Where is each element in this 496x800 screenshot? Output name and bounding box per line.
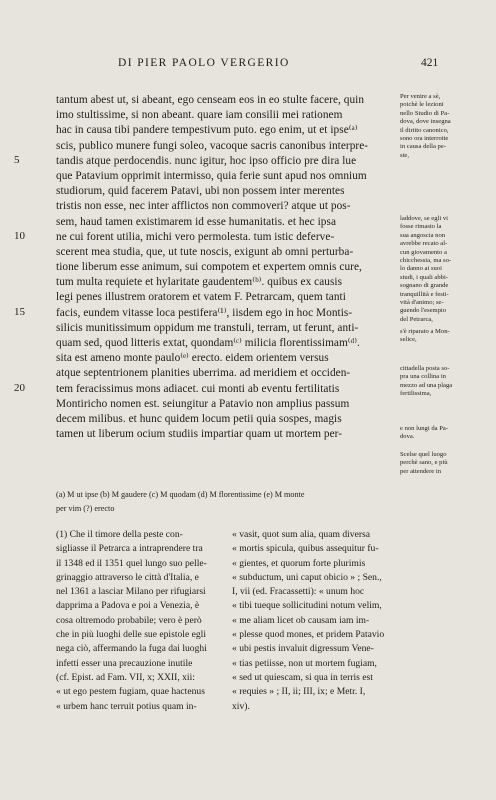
margin-note-line: chicchessia, ma so- [400, 257, 452, 265]
margin-note [400, 365, 486, 399]
margin-note-line: sono ora interrotte [400, 135, 449, 143]
margin-note-line: il diritto canonico, [400, 126, 449, 134]
margin-note-line: e non lungi da Pa- [400, 425, 448, 432]
footnote-line: « urbem hanc terruit potius quam in- [56, 700, 197, 712]
footnote-right-column [232, 528, 400, 714]
margin-note-line: nello Studio di Pa- [400, 109, 450, 117]
footnote-line: « requies » ; II, ii; III, ix; e Metr. I, [232, 686, 366, 698]
margin-note-line: Per venire a sè, [400, 93, 441, 100]
footnote-line: « vasit, quot sum alia, quam diversa [232, 529, 371, 540]
footnote-line: xiv). [232, 700, 250, 712]
margin-note-line: tranquillità e festi- [400, 290, 449, 298]
page-number: 421 [421, 57, 439, 69]
margin-note-line: Scelse quel luogo [400, 451, 447, 458]
margin-note-line: del Petrarca, [400, 315, 433, 323]
text-line: imo stultissime, si non abeant. quare iam consilii mei rationem [56, 109, 343, 122]
footnote-line: infetti esser una precauzione inutile [56, 657, 193, 669]
footnote-line: « gientes, et quorum forte plurimis [232, 557, 366, 569]
footnote-left-column [56, 528, 224, 714]
text-line: tem feracissimus mons adiacet. cui monti ab eventu fertilitatis [56, 382, 340, 395]
footnote-line: dapprima a Padova e poi a Venezia, è [56, 600, 200, 612]
margin-note-line: ste, [400, 151, 409, 159]
margin-note [400, 93, 486, 160]
text-line: tum multa requiete et hylaritate gaudentem⁽ᵇ⁾. quibus ex causis [56, 276, 343, 289]
text-line: studiorum, quid facerem Patavi, ubi non possem inter merentes [56, 185, 345, 198]
footnote-line: « tibi tueque sollicitudini notum velim, [232, 600, 382, 612]
text-line: legi penes illustrem oratorem et vatem F. Petrarcam, quem tanti [56, 291, 346, 304]
footnote-line: il 1348 ed il 1351 quel lungo suo pelle- [56, 557, 207, 569]
footnote-line: « subductum, uni caput obicio » ; Sen., [232, 571, 382, 583]
margin-note-line: sua angoscia non [400, 231, 446, 239]
text-line: ne cui forent utilia, michi vero permolesta. tum istic deferve- [56, 230, 335, 243]
margin-note-line: studi, i quali abbi- [400, 273, 448, 281]
text-line: hac in causa tibi pandere tempestivum puto. ego enim, ut et ipse⁽ᵃ⁾ [56, 124, 358, 137]
text-line: silicis munitissimum oppidum me transtuli, terram, ut ferunt, anti- [56, 321, 359, 334]
footnote-line: I, vii (ed. Fracassetti): « unum hoc [232, 586, 365, 598]
margin-note-line: dova, dove insegna [400, 118, 451, 126]
text-line: tandis atque perdocendis. nunc igitur, hoc ipso officio pre dira lue [56, 154, 357, 167]
margin-note-line: lo danno ai suoi [400, 265, 442, 273]
footnote-line: « ubi pestis invaluit digressum Vene- [232, 643, 374, 655]
footnote-line: « mortis spicula, quibus assequitur fu- [232, 543, 379, 555]
margin-note-line: guendo l'esempio [400, 307, 447, 315]
apparatus-line: per vim (?) erecto [56, 504, 115, 513]
footnote-line: « me aliam licet ob causam iam im- [232, 614, 370, 626]
critical-apparatus [56, 488, 401, 516]
margin-note [400, 215, 486, 324]
margin-note-line: pra una collina in [400, 373, 446, 381]
text-line: tione liberum esse animum, sui compotem et expertem omnis cure, [56, 261, 362, 274]
footnote-line: nel 1361 a lasciar Milano per rifugiarsi [56, 586, 206, 598]
margin-note-line: sognano di grande [400, 282, 449, 290]
text-line: tantum abest ut, si abeant, ego censeam eos in eo stulte facere, quin [56, 94, 365, 106]
margin-note-line: per attendere in [400, 467, 442, 475]
line-number: 20 [14, 381, 25, 394]
text-line: tristis non esse, nec inter afflictos non commoveri? atque ut pos- [56, 200, 351, 213]
footnote-line: nega ciò, affermando la fuga dai luoghi [56, 643, 207, 655]
text-line: quam sed, quod litteris extat, quondam⁽ᶜ⁾ milicia florentissimam⁽ᵈ⁾. [56, 337, 360, 349]
text-line: scis, publico munere fungi soleo, vacoque sacris canonibus interpre- [56, 139, 369, 152]
footnote-line: grinaggio attraverso le città d'Italia, e [56, 571, 199, 583]
footnote-line: (cf. Epist. ad Fam. VII, x; XXII, xii: [56, 671, 195, 683]
footnote-line: (1) Che il timore della peste con- [56, 529, 183, 540]
footnote-line: che in più luoghi delle sue epistole egli [56, 629, 207, 641]
margin-note-line: cun giovamento a [400, 248, 447, 256]
margin-note-line: cittadella posta so- [400, 365, 450, 372]
margin-note-line: selice, [400, 336, 417, 344]
footnote-line: « ut ego pestem fugiam, quae hactenus [56, 686, 205, 698]
margin-note-line: in causa della pe- [400, 143, 446, 151]
margin-note-line: poichè le lezioni [400, 101, 444, 109]
margin-note-line: fertilissima, [400, 390, 432, 398]
text-line: atque septentrionem planities uberrima. ad meridiem et occiden- [56, 367, 351, 380]
main-text [56, 93, 390, 442]
running-header [0, 57, 496, 73]
footnote-line: « plesse quod mones, et pridem Patavio [232, 629, 385, 641]
margin-note-line: s'è riparato a Mon- [400, 328, 450, 335]
footnote-line: cosa oltremodo probabile; vero è però [56, 614, 202, 626]
margin-note-line: dova. [400, 433, 415, 441]
running-title: DI PIER PAOLO VERGERIO [118, 57, 290, 69]
footnote-line: « sed ut quiescam, si qua in terris est [232, 671, 373, 683]
footnote-line: « tias petiisse, non ut mortem fugiam, [232, 657, 377, 669]
margin-note-line: perchè sano, e più [400, 459, 448, 467]
text-line: tamen ut liberum ocium studiis impartiar quam ut mortem per- [56, 428, 343, 441]
text-line: facis, eundem vitasse loca pestifera⁽¹⁾, iisdem ego in hoc Montis- [56, 306, 353, 319]
text-line: sita est ameno monte paulo⁽ᵉ⁾ erecto. eidem orientem versus [56, 352, 329, 365]
text-line: sem, haud tamen existimarem id esse humanitatis. et hec ipsa [56, 215, 337, 228]
text-line: Montiricho nomen est. seiungitur a Patavio non amplius passum [56, 397, 350, 410]
line-number: 15 [14, 305, 25, 318]
text-line: que Patavium opprimit intermisso, quia ferie sunt apud nos omnium [56, 169, 367, 182]
footnote-line: sigliasse il Petrarca a intraprendere tra [56, 543, 203, 555]
margin-note [400, 451, 486, 476]
margin-note-line: mezzo ad una plaga [400, 381, 453, 389]
line-number: 10 [14, 229, 25, 242]
margin-note [400, 425, 486, 442]
apparatus-line: (a) M ut ipse (b) M gaudere (c) M quodam (d) M florentissime (e) M monte [56, 490, 305, 499]
margin-note-line: laddove, se egli vi [400, 215, 448, 222]
margin-note-line: fosse rimasto la [400, 223, 442, 231]
margin-note-line: avrebbe recato al- [400, 240, 448, 248]
margin-note-line: vità d'animo; se- [400, 299, 444, 307]
margin-note [400, 328, 486, 345]
text-line: decem milibus. et hunc quidem locum petii quia sospes, magis [56, 412, 342, 425]
text-line: scerent mea studia, que, ut tute noscis, exigunt ab omni perturba- [56, 245, 354, 258]
line-number: 5 [14, 153, 20, 166]
